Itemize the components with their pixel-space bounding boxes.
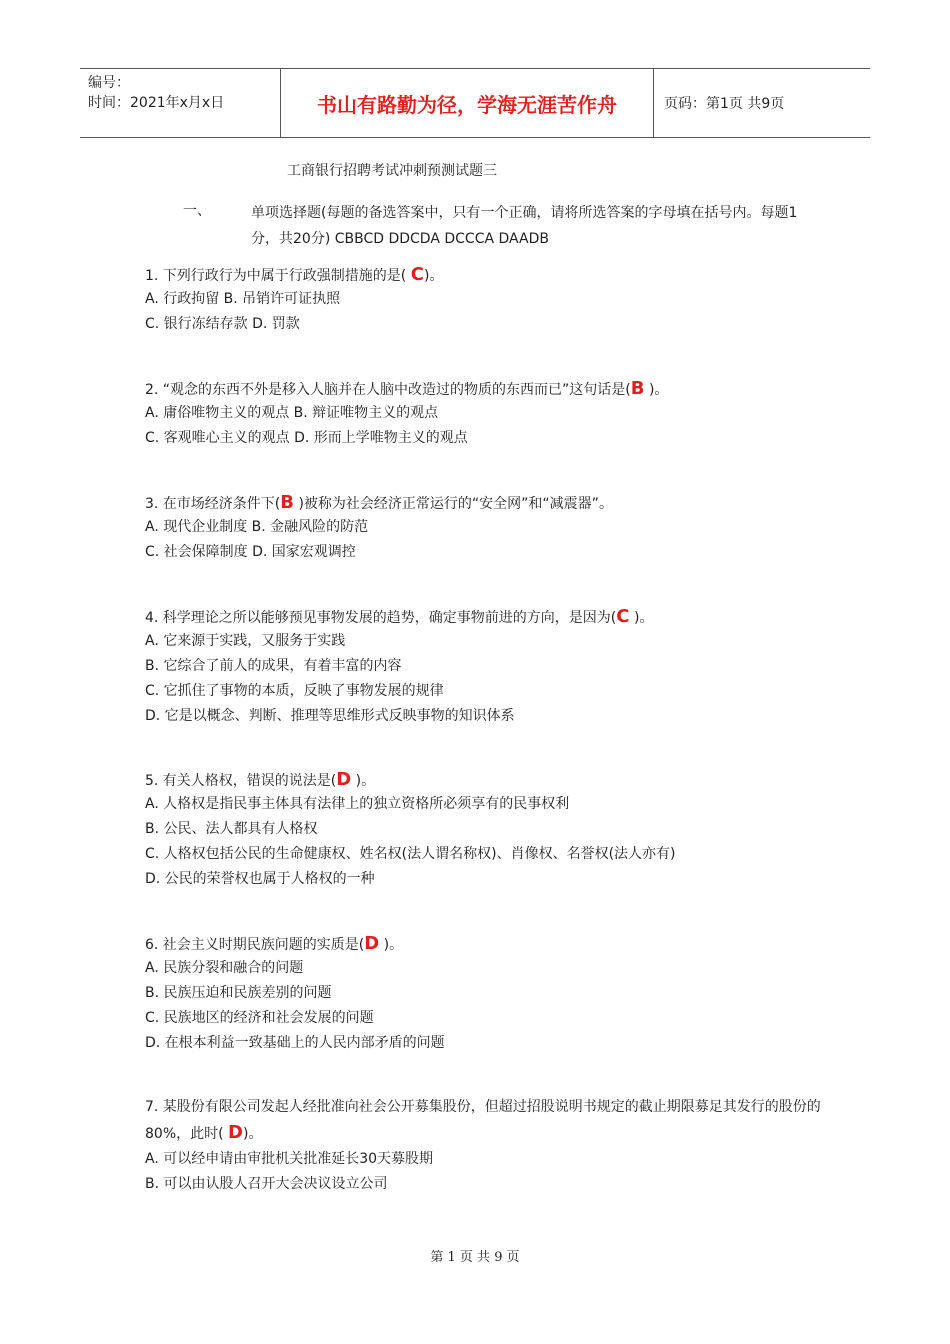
option-line: D. 在根本利益一致基础上的人民内部矛盾的问题 (145, 1035, 445, 1051)
answer-mark: D (364, 933, 380, 954)
page-code: 页码：第1页 共9页 (664, 96, 785, 112)
page-header (80, 68, 870, 138)
section-number: 一、 (183, 203, 211, 219)
option-line: B. 公民、法人都具有人格权 (145, 821, 318, 837)
question-text: 1. 下列行政行为中属于行政强制措施的是( C)。 (145, 264, 444, 285)
question-7 (145, 1095, 825, 1197)
option-line: D. 公民的荣誉权也属于人格权的一种 (145, 871, 375, 887)
option-line: C. 人格权包括公民的生命健康权、姓名权(法人谓名称权)、肖像权、名誉权(法人亦有) (145, 846, 676, 862)
option-line: A. 庸俗唯物主义的观点 B. 辩证唯物主义的观点 (145, 405, 439, 421)
question-text: 3. 在市场经济条件下(B )被称为社会经济正常运行的“安全网”和“减震器”。 (145, 492, 613, 513)
question-text: 4. 科学理论之所以能够预见事物发展的趋势，确定事物前进的方向，是因为(C )。 (145, 606, 654, 627)
document-title: 工商银行招聘考试冲刺预测试题三 (287, 163, 497, 179)
option-line: C. 银行冻结存款 D. 罚款 (145, 316, 300, 332)
answer-mark: C (616, 606, 630, 627)
answer-mark: D (228, 1122, 243, 1143)
question-5 (145, 767, 825, 892)
answer-mark: D (336, 769, 352, 790)
option-line: A. 行政拘留 B. 吊销许可证执照 (145, 291, 341, 307)
answer-mark: B (280, 492, 295, 513)
option-line: A. 现代企业制度 B. 金融风险的防范 (145, 519, 369, 535)
question-6 (145, 931, 825, 1056)
option-line: A. 它来源于实践，又服务于实践 (145, 633, 346, 649)
option-line: B. 民族压迫和民族差别的问题 (145, 985, 332, 1001)
option-line: A. 人格权是指民事主体具有法律上的独立资格所必须享有的民事权利 (145, 796, 570, 812)
option-line: B. 可以由认股人召开大会决议设立公司 (145, 1176, 388, 1192)
option-line: C. 社会保障制度 D. 国家宏观调控 (145, 544, 356, 560)
option-line: D. 它是以概念、判断、推理等思维形式反映事物的知识体系 (145, 708, 515, 724)
question-3 (145, 490, 825, 565)
page-footer: 第 1 页 共 9 页 (430, 1250, 520, 1265)
question-2 (145, 376, 825, 451)
option-line: C. 它抓住了事物的本质，反映了事物发展的规律 (145, 683, 444, 699)
question-text: 5. 有关人格权，错误的说法是(D )。 (145, 769, 376, 790)
option-line: B. 它综合了前人的成果，有着丰富的内容 (145, 658, 402, 674)
answer-mark: B (630, 378, 645, 399)
question-text: 6. 社会主义时期民族问题的实质是(D )。 (145, 933, 404, 954)
section-instructions: 单项选择题(每题的备选答案中，只有一个正确，请将所选答案的字母填在括号内。每题1分，共20分) CBBCD DDCDA DCCCA DAADB (251, 205, 798, 247)
question-text: 2. “观念的东西不外是移入人脑并在人脑中改造过的物质的东西而已”这句话是(B )。 (145, 378, 669, 399)
option-line: A. 民族分裂和融合的问题 (145, 960, 304, 976)
question-text: 7. 某股份有限公司发起人经批准向社会公开募集股份，但超过招股说明书规定的截止期限募足其发行的股份的80%，此时( D)。 (145, 1099, 821, 1143)
motto: 书山有路勤为径，学海无涯苦作舟 (281, 69, 654, 137)
option-line: C. 客观唯心主义的观点 D. 形而上学唯物主义的观点 (145, 430, 468, 446)
question-4 (145, 604, 825, 729)
option-line: C. 民族地区的经济和社会发展的问题 (145, 1010, 374, 1026)
header-left-cell (80, 69, 281, 137)
answer-mark: C (410, 264, 424, 285)
number-label: 编号： (88, 75, 130, 91)
date-label: 时间：2021年x月x日 (88, 95, 225, 111)
question-1 (145, 262, 825, 337)
option-line: A. 可以经申请由审批机关批准延长30天募股期 (145, 1151, 434, 1167)
